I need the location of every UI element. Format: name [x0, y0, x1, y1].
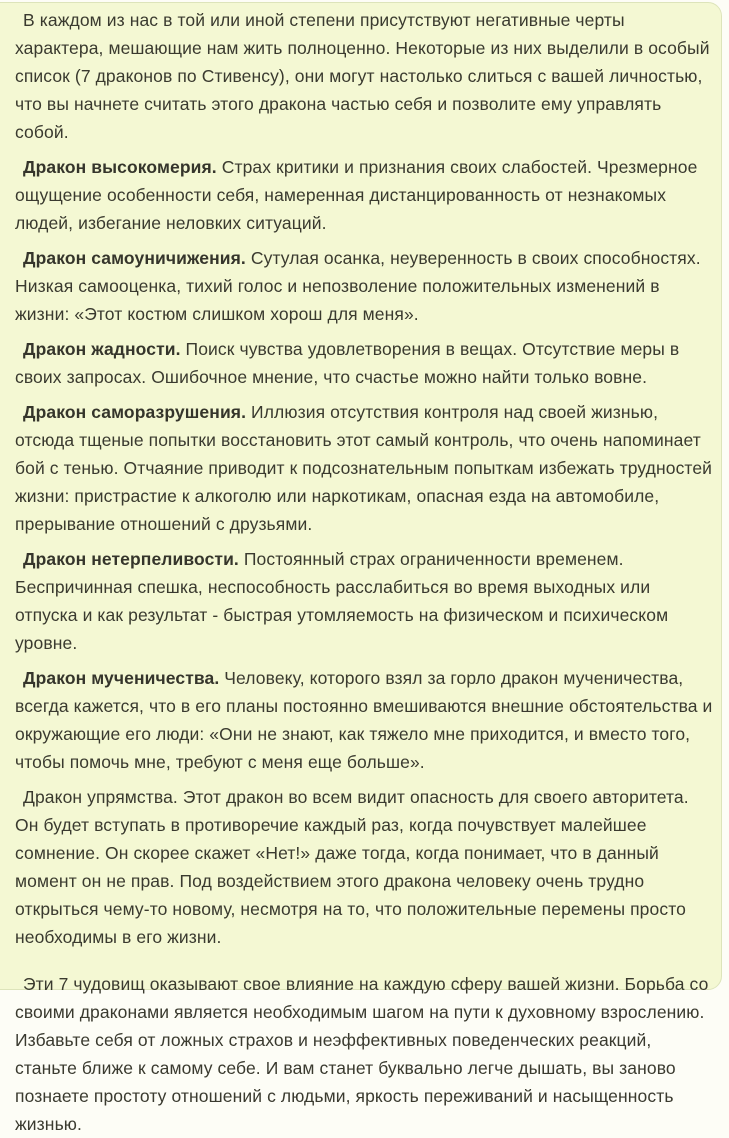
dragon-section-paragraph — [15, 153, 713, 237]
dragon-section-paragraph — [15, 783, 713, 951]
dragon-section-title: Дракон упрямства. — [23, 787, 178, 807]
dragon-section-body: Поиск чувства удовлетворения в вещах. Отсутствие меры в своих запросах. Ошибочное мнение, что счастье можно найти только вовне. — [15, 339, 680, 387]
dragon-section-body: Этот дракон во всем видит опасность для своего авторитета. Он будет вступать в противоречие каждый раз, когда почувствует малейшее сомнение. Он скорее скажет «Нет!» даже тогда, когда понимает, что в данный момент он не прав. Под воздействием этого дракона человеку очень трудно открыться чему-то новому, несмотря на то, что положительные перемены просто необходимы в его жизни. — [15, 787, 689, 947]
dragon-section-body: Иллюзия отсутствия контроля над своей жизнью, отсюда тщеные попытки восстановить этот самый контроль, что очень напоминает бой с тенью. Отчаяние приводит к подсознательным попыткам избежать трудностей жизни: пристрастие к алкоголю или наркотикам, опасная езда на автомобиле, прерывание отношений с друзьями. — [15, 402, 713, 534]
dragon-section-title: Дракон мученичества. — [23, 668, 220, 688]
dragon-section-body: Человеку, которого взял за горло дракон мученичества, всегда кажется, что в его планы постоянно вмешиваются внешние обстоятельства и окружающие его люди: «Они не знают, как тяжело мне приходится, и вместо того, чтобы помочь мне, требуют с меня еще больше». — [15, 668, 713, 772]
dragon-section-paragraph — [15, 398, 713, 538]
dragon-section-title: Дракон нетерпеливости. — [23, 549, 239, 569]
dragon-section-body: Страх критики и признания своих слабостей. Чрезмерное ощущение особенности себя, намеренная дистанцированность от незнакомых людей, избегание неловких ситуаций. — [15, 157, 698, 233]
dragon-section-title: Дракон жадности. — [23, 339, 181, 359]
article-text-column — [15, 6, 713, 1138]
dragon-section-paragraph — [15, 244, 713, 328]
dragon-section-paragraph — [15, 664, 713, 776]
dragon-section-title: Дракон самоуничижения. — [23, 248, 246, 268]
dragon-section-title: Дракон саморазрушения. — [23, 402, 247, 422]
dragon-section-body: Постоянный страх ограниченности временем. Беспричинная спешка, неспособность расслабиться во время выходных или отпуска и как результат - быстрая утомляемость на физическом и психическом уровне. — [15, 549, 669, 653]
dragon-section-paragraph — [15, 545, 713, 657]
article-panel — [0, 2, 722, 1134]
dragon-section-paragraph — [15, 335, 713, 391]
sections — [15, 153, 713, 951]
dragon-section-title: Дракон высокомерия. — [23, 157, 217, 177]
dragon-section-body: Сутулая осанка, неуверенность в своих способностях. Низкая самооценка, тихий голос и непозволение положительных изменений в жизни: «Этот костюм слишком хорош для меня». — [15, 248, 701, 324]
intro-paragraph: В каждом из нас в той или иной степени присутствуют негативные черты характера, мешающие нам жить полноценно. Некоторые из них выделили в особый список (7 драконов по Стивенсу), они могут настолько слиться с вашей личностью, что вы начнете считать этого дракона частью себя и позволите ему управлять собой. — [15, 10, 710, 142]
outro-paragraph: Эти 7 чудовищ оказывают свое влияние на каждую сферу вашей жизни. Борьба со своими драконами является необходимым шагом на пути к духовному взрослению. Избавьте себя от ложных страхов и неэффективных поведенческих реакций, станьте ближе к самому себе. И вам станет буквально легче дышать, вы заново познаете простоту отношений с людьми, яркость переживаний и насыщенность жизнью. — [15, 974, 709, 1134]
